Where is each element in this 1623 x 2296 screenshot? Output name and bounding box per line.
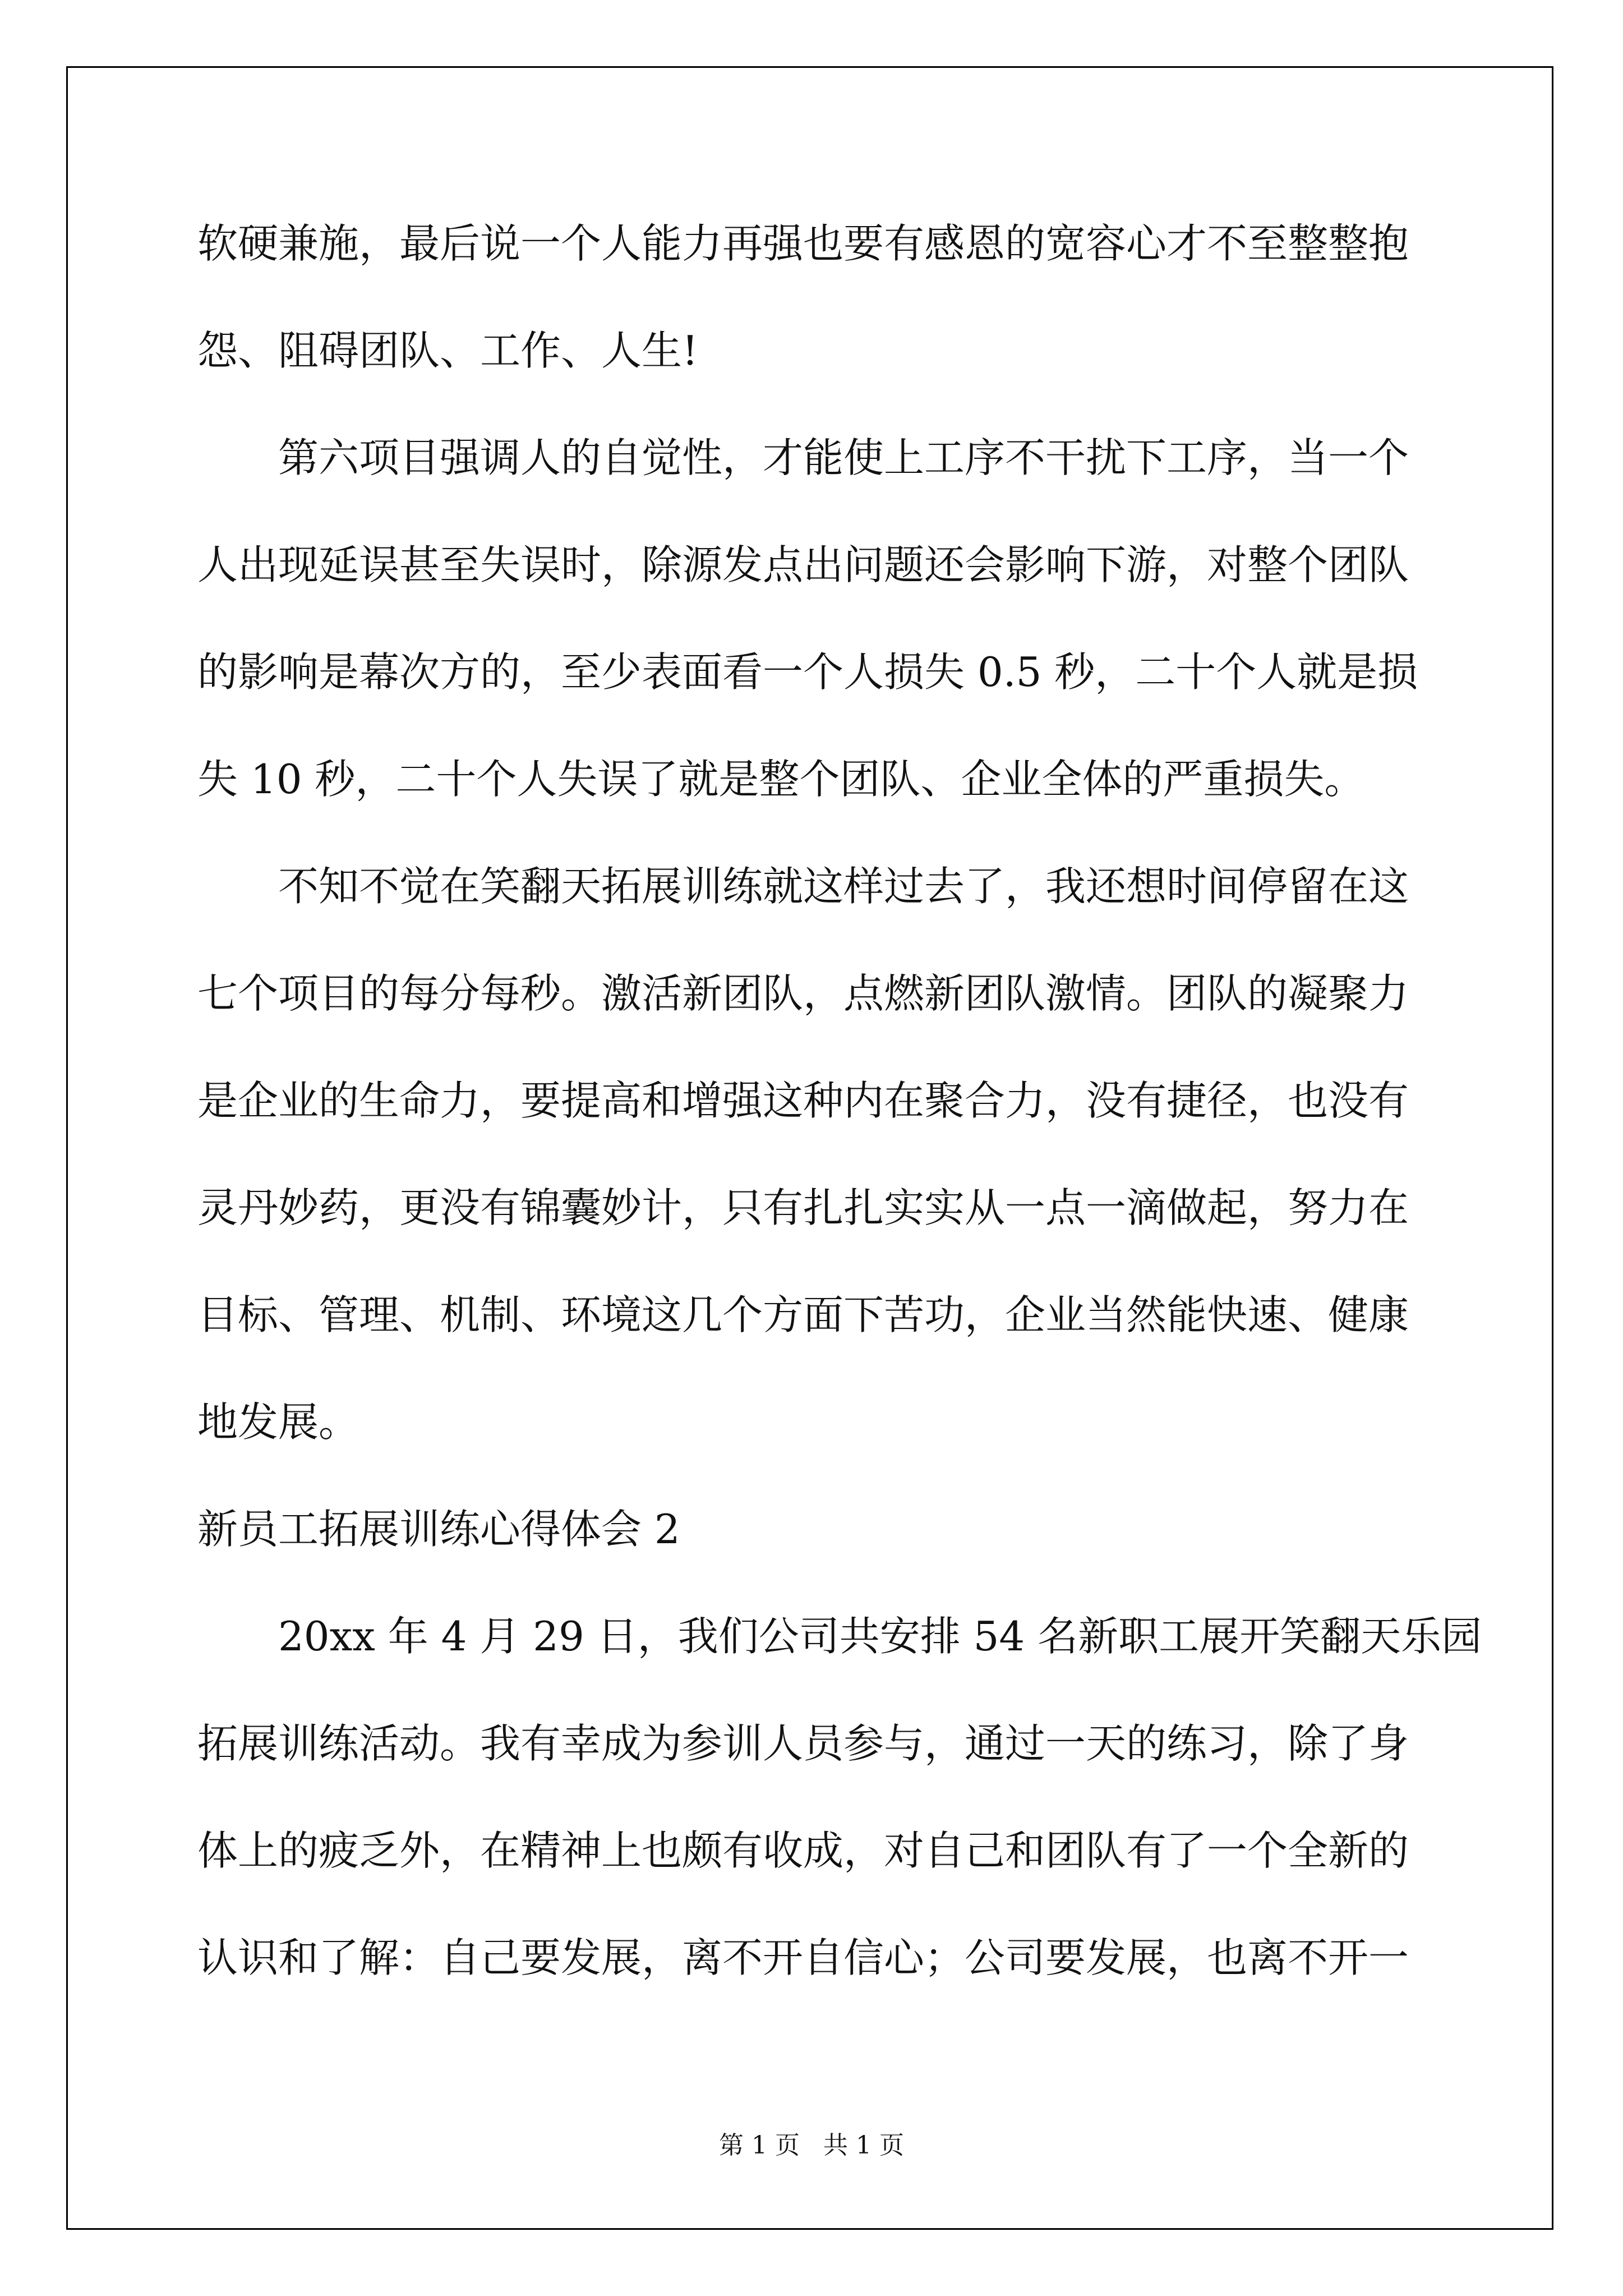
text-line: 拓展训练活动。我有幸成为参训人员参与，通过一天的练习，除了身 [197, 1720, 1409, 1767]
text-line: 人出现延误甚至失误时，除源发点出问题还会影响下游，对整个团队 [197, 541, 1409, 588]
section-heading: 新员工拓展训练心得体会 2 [197, 1506, 680, 1553]
page-border [66, 66, 1553, 2230]
text-line: 目标、管理、机制、环境这几个方面下苦功，企业当然能快速、健康 [197, 1291, 1409, 1338]
page-footer: 第 1 页 共 1 页 [719, 2131, 904, 2160]
text-line: 七个项目的每分每秒。激活新团队，点燃新团队激情。团队的凝聚力 [197, 970, 1409, 1017]
text-line: 的影响是幕次方的，至少表面看一个人损失 0.5 秒，二十个人就是损 [197, 648, 1418, 696]
paragraph-first-line: 不知不觉在笑翻天拓展训练就这样过去了，我还想时间停留在这 [278, 863, 1409, 910]
text-line: 是企业的生命力，要提高和增强这种内在聚合力，没有捷径，也没有 [197, 1077, 1409, 1124]
text-line: 认识和了解：自己要发展，离不开自信心；公司要发展，也离不开一 [197, 1934, 1409, 1981]
text-line: 体上的疲乏外，在精神上也颇有收成，对自己和团队有了一个全新的 [197, 1827, 1409, 1874]
text-line: 灵丹妙药，更没有锦囊妙计，只有扎扎实实从一点一滴做起，努力在 [197, 1184, 1409, 1231]
text-line: 怨、阻碍团队、工作、人生! [197, 327, 698, 374]
paragraph-first-line: 第六项目强调人的自觉性，才能使上工序不干扰下工序，当一个 [278, 434, 1409, 481]
text-line: 失 10 秒，二十个人失误了就是整个团队、企业全体的严重损失。 [197, 756, 1365, 803]
paragraph-first-line: 20xx 年 4 月 29 日，我们公司共安排 54 名新职工展开笑翻天乐园 [278, 1613, 1482, 1660]
text-line: 地发展。 [197, 1398, 359, 1446]
text-line: 软硬兼施，最后说一个人能力再强也要有感恩的宽容心才不至整整抱 [197, 220, 1409, 267]
